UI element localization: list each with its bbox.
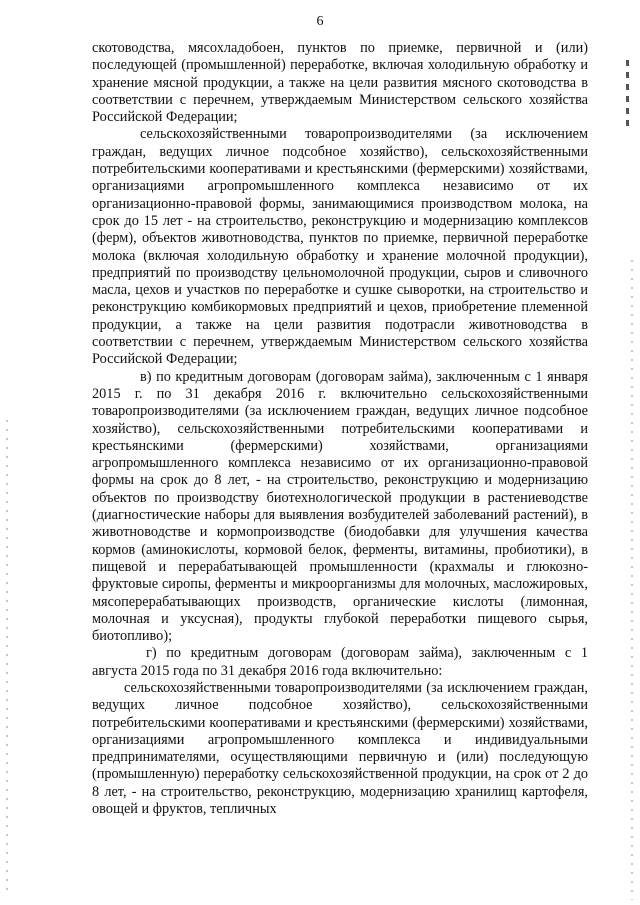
scan-binding-marks-right	[631, 260, 633, 900]
page-number: 6	[316, 14, 324, 29]
paragraph-item-v: в) по кредитным договорам (договорам займа), заключенным с 1 января 2015 г. по 31 декабря 2016 г. включительно сельскохозяйственными товаропроизводителями (за исключением граждан, ведущих личное подсобное хозяйство), сельскохозяйственными потребительскими кооперативами и крестьянскими (фермерскими) хозяйствами, организациями агропромышленного комплекса независимо от их организационно-правовой формы на срок до 8 лет, - на строительство, реконструкцию и модернизацию объектов по производству биотехнологической продукции в растениеводстве (диагностические наборы для выявления возбудителей заболеваний растений), в животноводстве и кормопроизводстве (биодобавки для улучшения качества кормов (аминокислоты, кормовой белок, ферменты, витамины, пробиотики), в пищевой и перерабатывающей промышленности (крахмалы и глюкозно-фруктовые сиропы, ферменты и микроорганизмы для молочных, масложировых, мясоперерабатывающих производств, органические кислоты (лимонная, молочная и уксусная), продукты глубокой переработки пищевого сырья, биотопливо);	[92, 368, 588, 645]
paragraph-milk-producers: сельскохозяйственными товаропроизводителями (за исключением граждан, ведущих личное подсобное хозяйство), сельскохозяйственными потребительскими кооперативами и крестьянскими (фермерскими) хозяйствами, организациями агропромышленного комплекса независимо от их организационно-правовой формы, занимающимися производством молока, на срок до 15 лет - на строительство, реконструкцию и модернизацию комплексов (ферм), объектов животноводства, пунктов по приемке, первичной переработке молока (включая холодильную обработку и хранение молочной продукции), предприятий по производству цельномолочной продукции, сыров и сливочного масла, цехов и участков по переработке и сушке сыворотки, на строительство и реконструкцию комбикормовых предприятий и цехов, приобретение племенной продукции, а также на цели развития подотрасли животноводства в соответствии с перечнем, утверждаемым Министерством сельского хозяйства Российской Федерации;	[92, 126, 588, 368]
paragraph-cattle-breeding: скотоводства, мясохладобоен, пунктов по приемке, первичной и (или) последующей (промышленной) переработке, включая холодильную обработку и хранение мясной продукции, а также на цели развития мясного скотоводства в соответствии с перечнем, утверждаемым Министерством сельского хозяйства Российской Федерации;	[92, 40, 588, 126]
document-body	[92, 40, 588, 818]
scan-edge-mark	[626, 60, 629, 130]
paragraph-item-g: г) по кредитным договорам (договорам займа), заключенным с 1 августа 2015 года по 31 декабря 2016 года включительно:	[92, 645, 588, 679]
paragraph-storage-facilities: сельскохозяйственными товаропроизводителями (за исключением граждан, ведущих личное подсобное хозяйство), сельскохозяйственными потребительскими кооперативами и крестьянскими (фермерскими) хозяйствами, организациями агропромышленного комплекса и индивидуальными предпринимателями, осуществляющими первичную и (или) последующую (промышленную) переработку сельскохозяйственной продукции, на срок от 2 до 8 лет, - на строительство, реконструкцию, модернизацию хранилищ картофеля, овощей и фруктов, тепличных	[92, 679, 588, 818]
scan-binding-marks-left	[6, 420, 8, 890]
